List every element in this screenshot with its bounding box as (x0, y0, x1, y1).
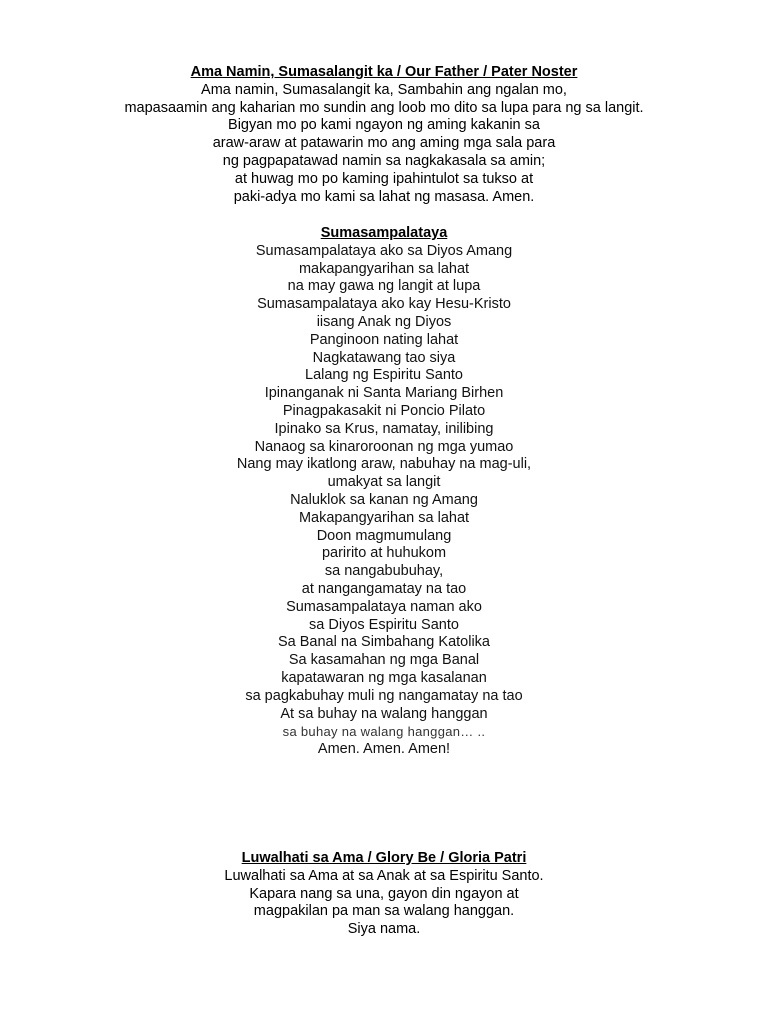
creed-line: at nangangamatay na tao (301, 580, 467, 597)
glory-be-line: Luwalhati sa Ama at sa Anak at sa Espiritu Santo. (224, 867, 544, 884)
our-father-line: at huwag mo po kaming ipahintulot sa tukso at (234, 170, 534, 187)
creed-line: Sumasampalataya ako sa Diyos Amang (255, 242, 513, 259)
creed-line: Nanaog sa kinaroroonan ng mga yumao (254, 438, 514, 455)
creed-line: sa Diyos Espiritu Santo (309, 616, 459, 633)
our-father-line: mapasaamin ang kaharian mo sundin ang loob mo dito sa lupa para ng sa langit. (124, 99, 644, 116)
creed-line: Nang may ikatlong araw, nabuhay na mag-uli, (236, 456, 532, 473)
creed-line: Sumasampalataya naman ako (286, 598, 482, 615)
glory-be-line: magpakilan pa man sa walang hanggan. (253, 903, 515, 920)
our-father-section (0, 64, 768, 206)
our-father-line: Bigyan mo po kami ngayon ng aming kakanin sa (228, 117, 540, 134)
creed-line: makapangyarihan sa lahat (298, 260, 470, 277)
creed-line: na may gawa ng langit at lupa (287, 278, 481, 295)
creed-line: Lalang ng Espiritu Santo (305, 367, 463, 384)
creed-line: Pinagpakasakit ni Poncio Pilato (282, 402, 486, 419)
our-father-line: paki-adya mo kami sa lahat ng masasa. Amen. (233, 188, 535, 205)
creed-line: paririto at huhukom (321, 545, 447, 562)
creed-line: Ipinanganak ni Santa Mariang Birhen (264, 385, 504, 402)
creed-line: umakyat sa langit (327, 474, 441, 491)
creed-line: Doon magmumulang (316, 527, 452, 544)
creed-line: Ipinako sa Krus, namatay, inilibing (274, 420, 494, 437)
our-father-line: ng pagpapatawad namin sa nagkakasala sa amin; (222, 152, 546, 169)
our-father-line: araw-araw at patawarin mo ang aming mga sala para (212, 135, 556, 152)
glory-be-title: Luwalhati sa Ama / Glory Be / Gloria Patri (241, 850, 527, 866)
our-father-title: Ama Namin, Sumasalangit ka / Our Father / Pater Noster (190, 64, 578, 80)
glory-be-section (0, 850, 768, 939)
creed-line: kapatawaran ng mga kasalanan (281, 669, 487, 686)
glory-be-line: Kapara nang sa una, gayon din ngayon at (249, 885, 519, 902)
creed-line: sa pagkabuhay muli ng nangamatay na tao (245, 687, 523, 704)
creed-line: Sa Banal na Simbahang Katolika (277, 634, 490, 651)
creed-line: Nagkatawang tao siya (312, 349, 456, 366)
creed-line: sa nangabubuhay, (324, 563, 444, 580)
creed-line: Naluklok sa kanan ng Amang (290, 491, 478, 508)
creed-line: At sa buhay na walang hanggan (280, 705, 488, 722)
creed-section (0, 225, 768, 759)
creed-title: Sumasampalataya (320, 225, 448, 241)
creed-line: Sa kasamahan ng mga Banal (288, 652, 480, 669)
our-father-line: Ama namin, Sumasalangit ka, Sambahin ang ngalan mo, (201, 81, 567, 98)
creed-line: Panginoon nating lahat (309, 331, 459, 348)
creed-amen: Amen. Amen. Amen! (317, 741, 451, 758)
creed-line: Makapangyarihan sa lahat (298, 509, 470, 526)
creed-line: iisang Anak ng Diyos (316, 313, 452, 330)
glory-be-line: Siya nama. (347, 921, 421, 938)
creed-line: Sumasampalataya ako kay Hesu-Kristo (257, 296, 511, 313)
creed-trailing-line: sa buhay na walang hanggan… .. (282, 724, 486, 740)
